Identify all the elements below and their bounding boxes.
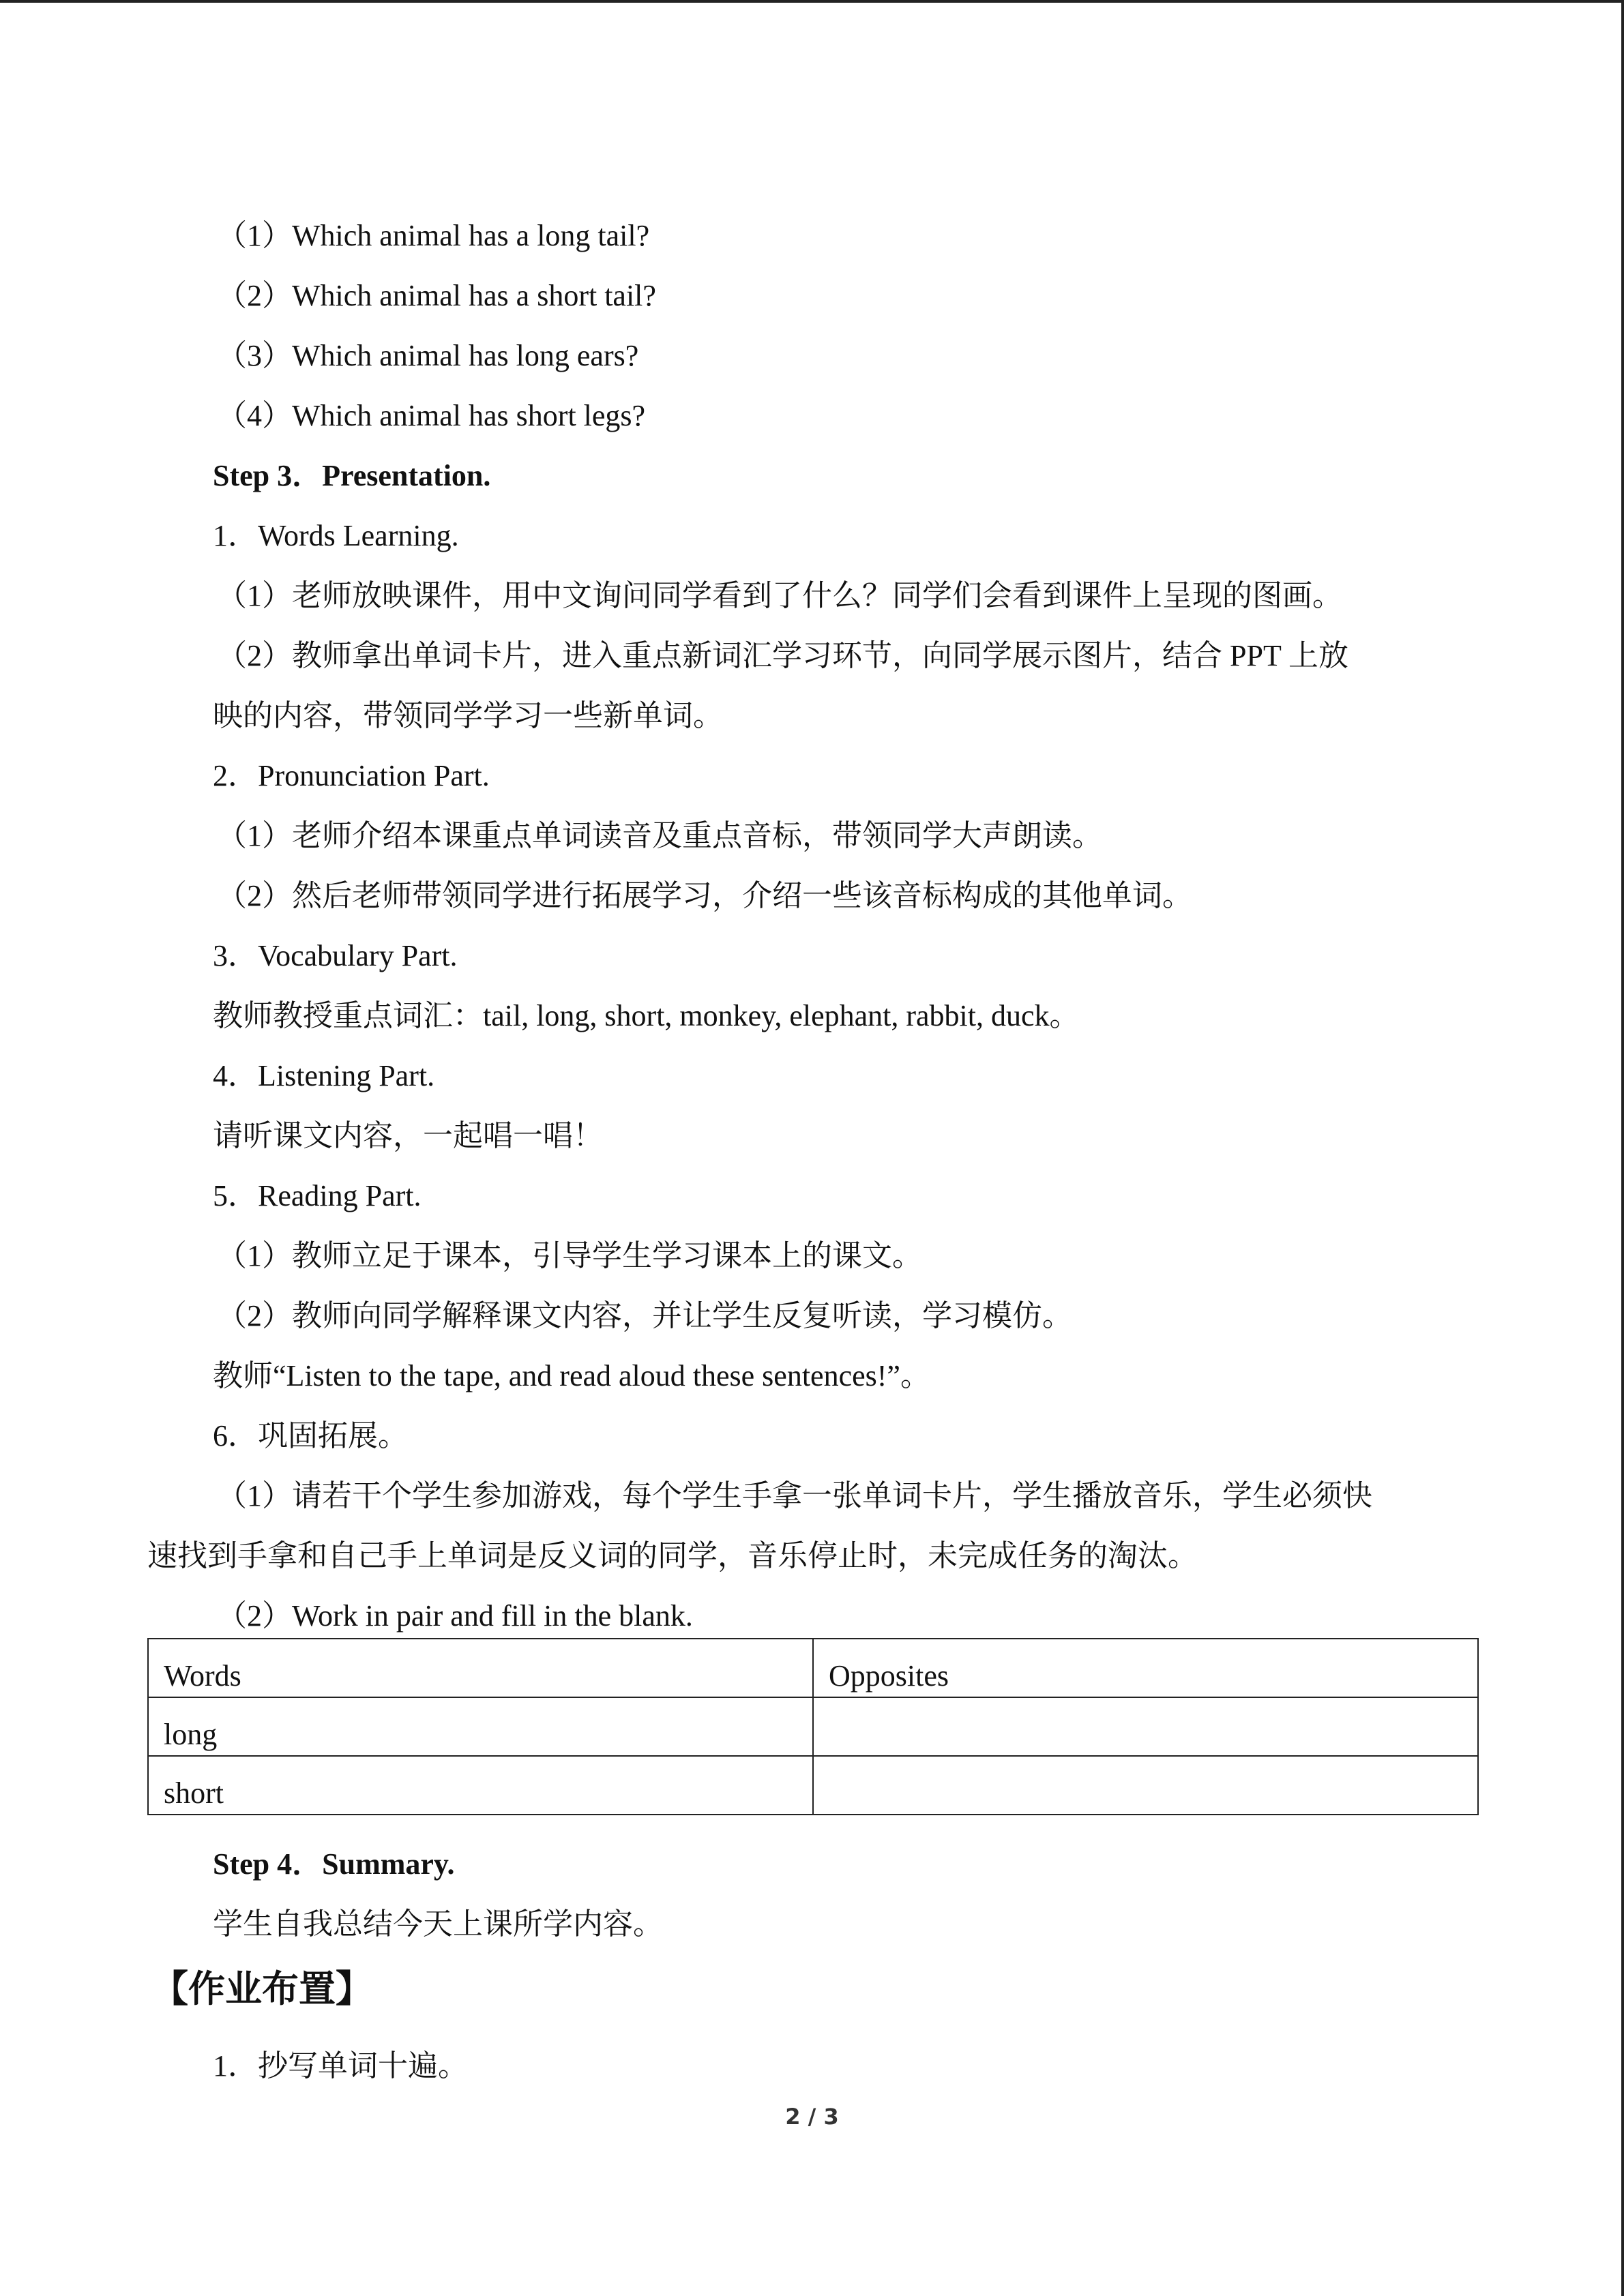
table-row <box>148 1756 1478 1815</box>
consolidation-title: 6．巩固拓展。 <box>213 1419 408 1452</box>
page-number: 2 / 3 <box>785 2104 839 2130</box>
consolidation-item-1-line-2: 速找到手拿和自己手上单词是反义词的同学，音乐停止时，未完成任务的淘汰。 <box>147 1539 1198 1572</box>
table-cell-opposite-blank <box>813 1756 1478 1815</box>
step4-text: 学生自我总结今天上课所学内容。 <box>213 1907 663 1941</box>
right-border <box>1621 0 1624 2296</box>
question-4: （4）Which animal has short legs? <box>217 399 646 432</box>
step4-title: Step 4．Summary. <box>213 1847 455 1881</box>
opposites-table <box>147 1638 1479 1815</box>
pronunciation-item-1: （1）老师介绍本课重点单词读音及重点音标，带领同学大声朗读。 <box>217 819 1102 852</box>
question-3: （3）Which animal has long ears? <box>217 339 639 372</box>
homework-item-1: 1．抄写单词十遍。 <box>213 2049 468 2083</box>
table-cell-opposite-blank <box>813 1697 1478 1756</box>
words-learning-item-2-line-1: （2）教师拿出单词卡片，进入重点新词汇学习环节，向同学展示图片，结合 PPT 上放 <box>217 639 1349 672</box>
vocabulary-title: 3．Vocabulary Part. <box>213 939 458 972</box>
consolidation-item-2: （2）Work in pair and fill in the blank. <box>217 1599 693 1632</box>
consolidation-item-1-line-1: （1）请若干个学生参加游戏，每个学生手拿一张单词卡片，学生播放音乐，学生必须快 <box>217 1479 1372 1512</box>
reading-item-1: （1）教师立足于课本，引导学生学习课本上的课文。 <box>217 1239 922 1272</box>
vocabulary-text: 教师教授重点词汇：tail, long, short, monkey, elephant, rabbit, duck。 <box>213 999 1080 1032</box>
pronunciation-title: 2．Pronunciation Part. <box>213 759 490 792</box>
listening-text: 请听课文内容，一起唱一唱！ <box>213 1119 603 1152</box>
question-2: （2）Which animal has a short tail? <box>217 279 656 312</box>
pronunciation-item-2: （2）然后老师带领同学进行拓展学习，介绍一些该音标构成的其他单词。 <box>217 879 1192 912</box>
top-border <box>0 0 1624 3</box>
words-learning-title: 1．Words Learning. <box>213 519 459 552</box>
table-header-row <box>148 1639 1478 1697</box>
reading-quote: 教师“Listen to the tape, and read aloud these sentences!”。 <box>213 1359 930 1392</box>
words-learning-item-2-line-2: 映的内容，带领同学学习一些新单词。 <box>213 699 723 732</box>
question-1: （1）Which animal has a long tail? <box>217 219 650 252</box>
table-header-words: Words <box>148 1639 813 1697</box>
reading-item-2: （2）教师向同学解释课文内容，并让学生反复听读，学习模仿。 <box>217 1299 1072 1332</box>
table-cell-word: short <box>148 1756 813 1815</box>
table-header-opposites: Opposites <box>813 1639 1478 1697</box>
listening-title: 4．Listening Part. <box>213 1059 435 1092</box>
table-cell-word: long <box>148 1697 813 1756</box>
step3-title: Step 3．Presentation. <box>213 459 491 492</box>
table-row <box>148 1697 1478 1756</box>
reading-title: 5．Reading Part. <box>213 1179 422 1212</box>
homework-heading: 【作业布置】 <box>151 1967 372 2010</box>
words-learning-item-1: （1）老师放映课件，用中文询问同学看到了什么？同学们会看到课件上呈现的图画。 <box>217 579 1342 612</box>
